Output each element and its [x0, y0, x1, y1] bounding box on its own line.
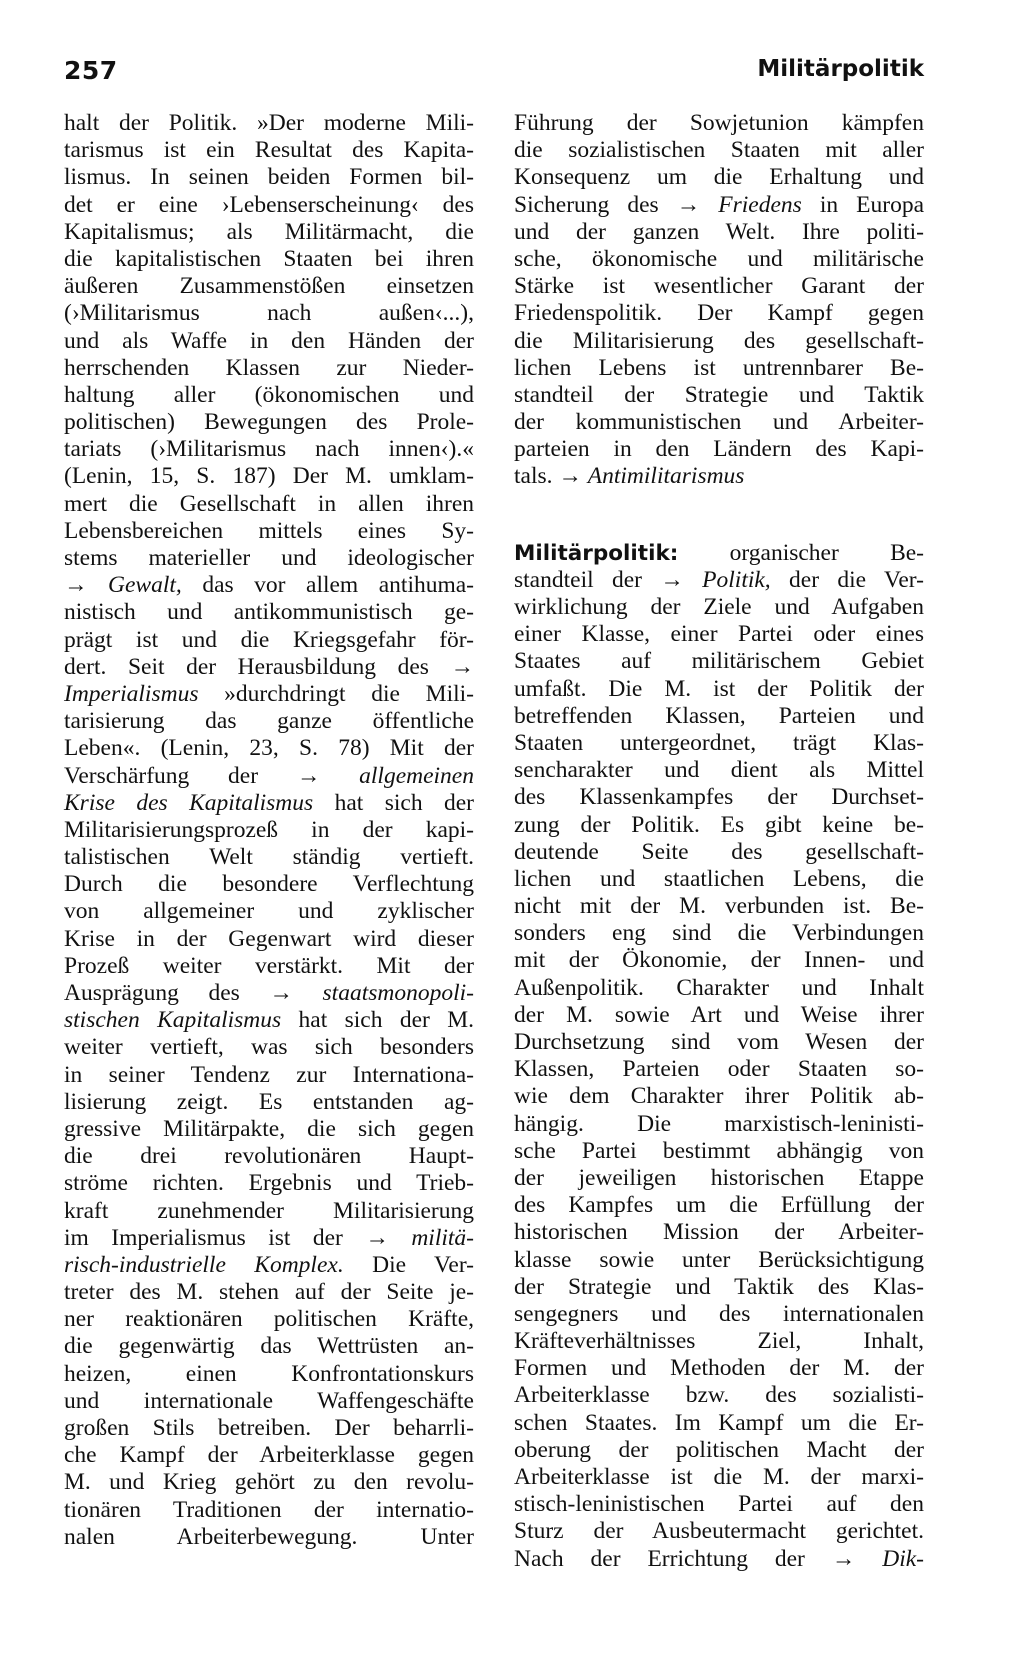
text-line: umfaßt. Die M. ist der Politik der [514, 675, 924, 702]
text-line: Kräfteverhältnisses Ziel, Inhalt, [514, 1328, 924, 1355]
text-line: oberung der politischen Macht der [514, 1436, 924, 1463]
text-line: Leben«. (Lenin, 23, S. 78) Mit der [64, 735, 474, 762]
text-line: Staaten untergeordnet, trägt Klas- [514, 729, 924, 756]
previous-entry-continuation [514, 110, 924, 491]
text-line: Staates auf militärischem Gebiet [514, 648, 924, 675]
text-line: mit der Ökonomie, der Innen- und [514, 947, 924, 974]
text-line: sche Partei bestimmt abhängig von [514, 1137, 924, 1164]
text-line: stisch-leninistischen Partei auf den [514, 1491, 924, 1518]
text-line: Durchsetzung sind vom Wesen der [514, 1029, 924, 1055]
text-line: des Klassenkampfes der Durchset- [514, 784, 924, 811]
text-line: der M. sowie Art und Weise ihrer [514, 1001, 924, 1028]
text-line: Ausprägung des → staatsmonopoli- [64, 980, 474, 1006]
entry-headword: Militärpolitik: [514, 540, 679, 566]
text-line: Arbeiterklasse bzw. des sozialisti- [514, 1382, 924, 1409]
text-line: in seiner Tendenz zur Internationa- [64, 1061, 474, 1088]
text-line: äußeren Zusammenstößen einsetzen [64, 273, 474, 300]
text-line: tals. → Antimilitarismus [514, 463, 745, 490]
text-line: der jeweiligen historischen Etappe [514, 1164, 924, 1191]
text-line: tarisierung das ganze öffentliche [64, 708, 474, 735]
text-line: Außenpolitik. Charakter und Inhalt [514, 974, 924, 1001]
text-line: Krise des Kapitalismus hat sich der [64, 789, 474, 816]
text-line: kraft zunehmender Militarisierung [64, 1197, 474, 1224]
text-line: der Strategie und Taktik des Klas- [514, 1273, 924, 1300]
text-line: die drei revolutionären Haupt- [64, 1143, 474, 1170]
text-line: Prozeß weiter verstärkt. Mit der [64, 952, 474, 979]
text-line: Kapitalismus; als Militärmacht, die [64, 218, 474, 245]
text-line: gressive Militärpakte, die sich gegen [64, 1115, 474, 1142]
text-line: Imperialismus »durchdringt die Mili- [64, 680, 474, 707]
text-line: tionären Traditionen der internatio- [64, 1496, 474, 1523]
text-line: und internationale Waffengeschäfte [64, 1387, 474, 1414]
text-line: tariats (›Militarismus nach innen‹).« [64, 436, 474, 463]
text-line: lichen Lebens ist untrennbarer Be- [514, 354, 924, 381]
text-line: die Militarisierung des gesellschaft- [514, 327, 924, 354]
text-line: schen Staates. Im Kampf um die Er- [514, 1409, 924, 1436]
text-line: Militarisierungsprozeß in der kapi- [64, 816, 474, 843]
text-line: einer Klasse, einer Partei oder eines [514, 621, 924, 648]
text-line: treter des M. stehen auf der Seite je- [64, 1279, 474, 1306]
text-line: Formen und Methoden der M. der [514, 1355, 924, 1382]
text-line: risch-industrielle Komplex. Die Ver- [64, 1251, 474, 1278]
text-line: hängig. Die marxistisch-leninisti- [514, 1110, 924, 1137]
text-line: Klassen, Parteien oder Staaten so- [514, 1056, 924, 1083]
entry-body [514, 567, 924, 1573]
text-line: sencharakter und dient als Mittel [514, 757, 924, 784]
text-line: lismus. In seinen beiden Formen bil- [64, 164, 474, 191]
text-line: haltung aller (ökonomischen und [64, 381, 474, 408]
page-number: 257 [64, 56, 118, 85]
text-line: standteil der Strategie und Taktik [514, 381, 924, 408]
text-line: und der ganzen Welt. Ihre politi- [514, 218, 924, 245]
text-line: Arbeiterklasse ist die M. der marxi- [514, 1464, 924, 1490]
text-line: die sozialistischen Staaten mit aller [514, 137, 924, 164]
running-title: Militärpolitik [757, 56, 924, 82]
text-line: und als Waffe in den Händen der [64, 327, 474, 354]
text-line: heizen, einen Konfrontationskurs [64, 1360, 474, 1387]
left-column [64, 110, 474, 1551]
text-line: Führung der Sowjetunion kämpfen [514, 110, 924, 136]
text-line: herrschenden Klassen zur Nieder- [64, 354, 474, 381]
text-line: mert die Gesellschaft in allen ihren [64, 490, 474, 517]
text-line: Nach der Errichtung der → Dik- [514, 1545, 924, 1572]
text-line: det er eine ›Lebenserscheinung‹ des [64, 191, 474, 218]
right-column [514, 110, 924, 1573]
text-line: ner reaktionären politischen Kräfte, [64, 1306, 474, 1333]
text-line: M. und Krieg gehört zu den revolu- [64, 1469, 474, 1496]
text-line: von allgemeiner und zyklischer [64, 898, 474, 925]
text-line: ströme richten. Ergebnis und Trieb- [64, 1170, 474, 1197]
text-line: sche, ökonomische und militärische [514, 245, 924, 272]
text-line: dert. Seit der Herausbildung des → [64, 653, 474, 680]
text-line: parteien in den Ländern des Kapi- [514, 436, 924, 463]
text-line: standteil der → Politik, der die Ver- [514, 566, 924, 593]
text-line: nicht mit der M. verbunden ist. Be- [514, 893, 924, 920]
entry-first-line-text: organischer Be- [729, 539, 924, 566]
text-line: im Imperialismus ist der → militä- [64, 1224, 474, 1251]
text-line: stems materieller und ideologischer [64, 545, 474, 571]
text-line: lichen und staatlichen Lebens, die [514, 865, 924, 892]
text-line: betreffenden Klassen, Parteien und [514, 702, 924, 729]
text-line: Lebensbereichen mittels eines Sy- [64, 517, 474, 544]
text-line: des Kampfes um die Erfüllung der [514, 1192, 924, 1219]
text-line: nalen Arbeiterbewegung. Unter [64, 1523, 474, 1550]
text-line: die gegenwärtig das Wettrüsten an- [64, 1333, 474, 1360]
text-line: politischen) Bewegungen des Prole- [64, 409, 474, 436]
text-line: sengegners und des internationalen [514, 1300, 924, 1327]
text-line: tarismus ist ein Resultat des Kapita- [64, 137, 474, 164]
text-line: die kapitalistischen Staaten bei ihren [64, 245, 474, 272]
text-line: zung der Politik. Es gibt keine be- [514, 811, 924, 838]
text-line: talistischen Welt ständig vertieft. [64, 844, 474, 871]
text-line: Krise in der Gegenwart wird dieser [64, 925, 474, 952]
text-line: klasse sowie unter Berücksichtigung [514, 1246, 924, 1273]
text-line: wie dem Charakter ihrer Politik ab- [514, 1083, 924, 1110]
text-line: prägt ist und die Kriegsgefahr för- [64, 626, 474, 653]
entry-gap [514, 491, 924, 540]
text-line: lisierung zeigt. Es entstanden ag- [64, 1088, 474, 1115]
text-line: wirklichung der Ziele und Aufgaben [514, 594, 924, 620]
text-line: weiter vertieft, was sich besonders [64, 1034, 474, 1061]
text-line: historischen Mission der Arbeiter- [514, 1219, 924, 1246]
text-line: der kommunistischen und Arbeiter- [514, 409, 924, 436]
text-line: deutende Seite des gesellschaft- [514, 838, 924, 865]
text-line: (›Militarismus nach außen‹...), [64, 300, 474, 327]
text-line: (Lenin, 15, S. 187) Der M. umklam- [64, 463, 474, 490]
text-line: halt der Politik. »Der moderne Mili- [64, 110, 474, 136]
text-line: Konsequenz um die Erhaltung und [514, 164, 924, 191]
text-line: Verschärfung der → allgemeinen [64, 762, 474, 789]
text-line: Stärke ist wesentlicher Garant der [514, 273, 924, 300]
text-line: sonders eng sind die Verbindungen [514, 920, 924, 947]
entry-first-line [514, 540, 924, 567]
text-line: Friedenspolitik. Der Kampf gegen [514, 300, 924, 327]
text-line: Durch die besondere Verflechtung [64, 871, 474, 898]
text-line: Sturz der Ausbeutermacht gerichtet. [514, 1518, 924, 1545]
text-line: stischen Kapitalismus hat sich der M. [64, 1007, 474, 1034]
text-line: großen Stils betreiben. Der beharrli- [64, 1415, 474, 1441]
text-line: → Gewalt, das vor allem antihuma- [64, 572, 475, 599]
text-line: che Kampf der Arbeiterklasse gegen [64, 1442, 474, 1469]
text-line: Sicherung des → Friedens in Europa [514, 191, 924, 218]
text-line: nistisch und antikommunistisch ge- [64, 599, 474, 626]
